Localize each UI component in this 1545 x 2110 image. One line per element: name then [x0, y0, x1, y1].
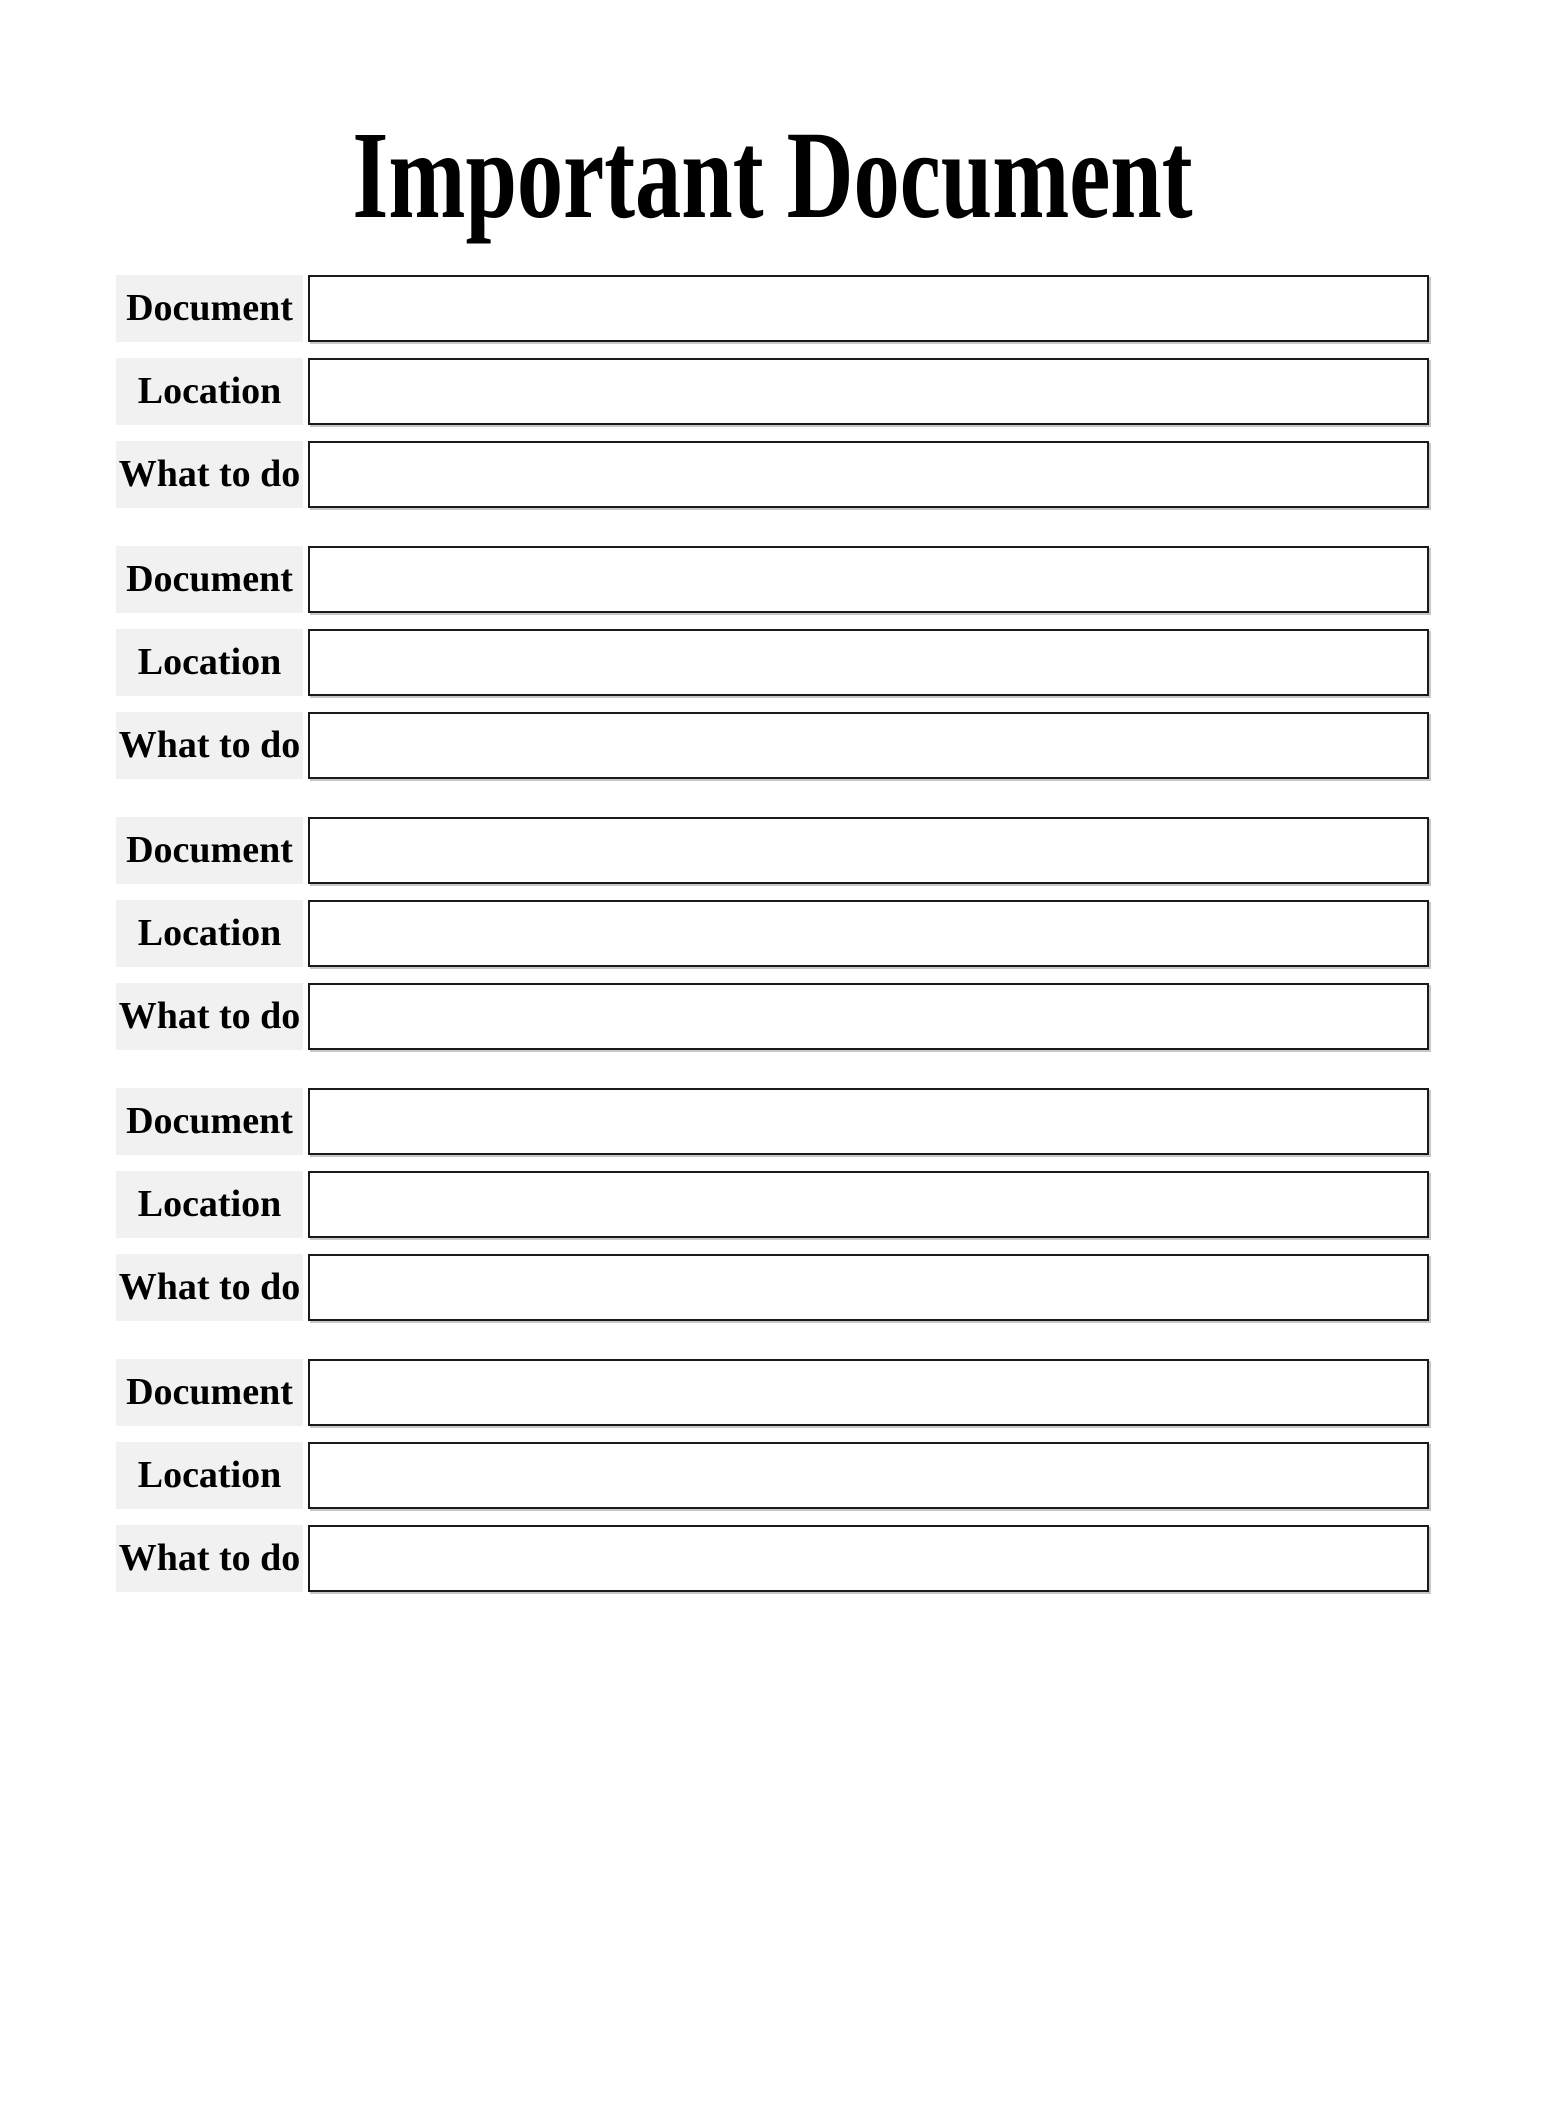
form-row	[116, 1442, 1429, 1509]
what-to-do-field[interactable]	[308, 1254, 1429, 1321]
document-label: Document	[116, 817, 303, 884]
form-row	[116, 546, 1429, 613]
form-row	[116, 275, 1429, 342]
document-field[interactable]	[308, 817, 1429, 884]
form-section-1	[116, 275, 1429, 508]
location-label: Location	[116, 358, 303, 425]
form-row	[116, 629, 1429, 696]
form-section-2	[116, 546, 1429, 779]
what-to-do-field[interactable]	[308, 712, 1429, 779]
document-label: Document	[116, 275, 303, 342]
document-field[interactable]	[308, 1088, 1429, 1155]
location-field[interactable]	[308, 1442, 1429, 1509]
what-to-do-label: What to do	[116, 441, 303, 508]
location-field[interactable]	[308, 1171, 1429, 1238]
what-to-do-field[interactable]	[308, 1525, 1429, 1592]
location-field[interactable]	[308, 900, 1429, 967]
form-row	[116, 817, 1429, 884]
what-to-do-field[interactable]	[308, 983, 1429, 1050]
what-to-do-label: What to do	[116, 1254, 303, 1321]
what-to-do-label: What to do	[116, 712, 303, 779]
what-to-do-field[interactable]	[308, 441, 1429, 508]
location-label: Location	[116, 1442, 303, 1509]
document-field[interactable]	[308, 1359, 1429, 1426]
page-title: Important Document	[352, 107, 1193, 245]
location-field[interactable]	[308, 358, 1429, 425]
form-row	[116, 900, 1429, 967]
document-label: Document	[116, 1359, 303, 1426]
location-field[interactable]	[308, 629, 1429, 696]
form-row	[116, 1525, 1429, 1592]
location-label: Location	[116, 629, 303, 696]
form-section-4	[116, 1088, 1429, 1321]
form-row	[116, 1171, 1429, 1238]
document-field[interactable]	[308, 546, 1429, 613]
form-row	[116, 1359, 1429, 1426]
document-label: Document	[116, 1088, 303, 1155]
form-row	[116, 1254, 1429, 1321]
form-section-3	[116, 817, 1429, 1050]
location-label: Location	[116, 900, 303, 967]
form-section-5	[116, 1359, 1429, 1592]
important-document-form	[116, 275, 1429, 1592]
form-row	[116, 983, 1429, 1050]
form-row	[116, 358, 1429, 425]
document-field[interactable]	[308, 275, 1429, 342]
form-row	[116, 712, 1429, 779]
document-label: Document	[116, 546, 303, 613]
what-to-do-label: What to do	[116, 983, 303, 1050]
location-label: Location	[116, 1171, 303, 1238]
form-row	[116, 441, 1429, 508]
document-page	[0, 107, 1545, 2110]
form-row	[116, 1088, 1429, 1155]
what-to-do-label: What to do	[116, 1525, 303, 1592]
